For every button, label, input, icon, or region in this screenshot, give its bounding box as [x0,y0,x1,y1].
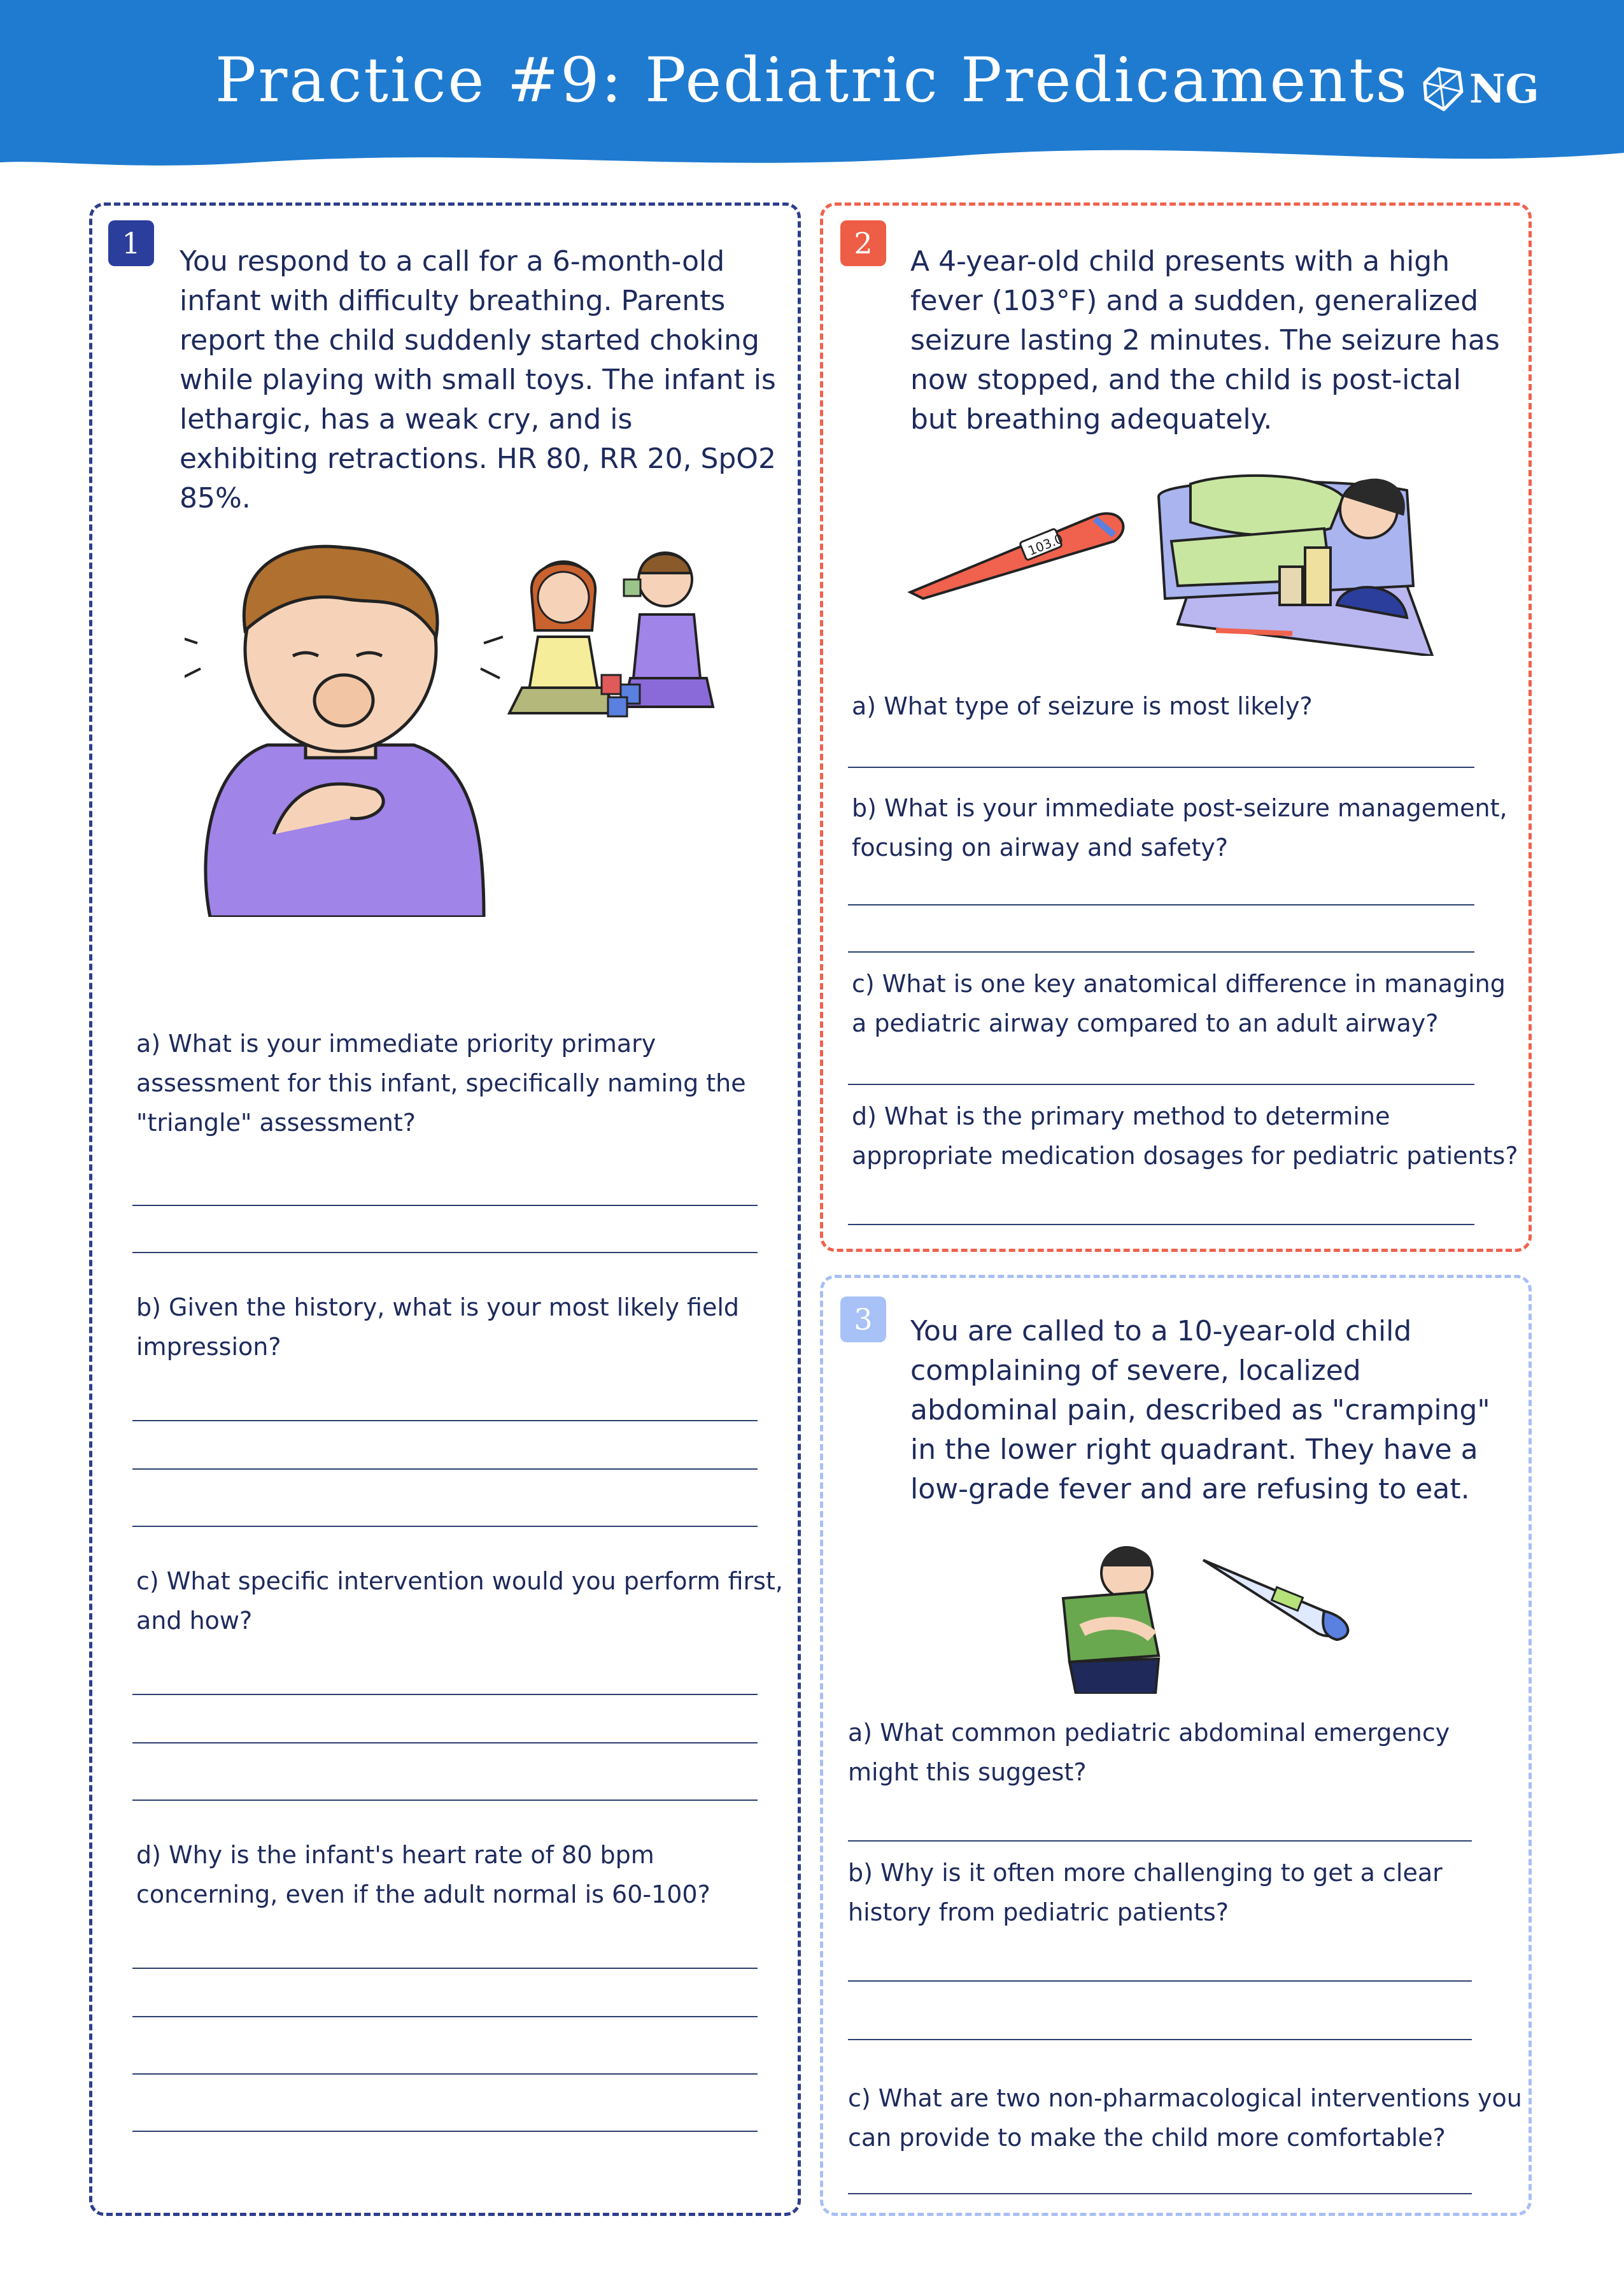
answer-line[interactable] [848,951,1474,953]
answer-line[interactable] [848,1980,1472,1982]
card-1-question-c: c) What specific intervention would you perform first, and how? [136,1567,783,1635]
answer-line[interactable] [132,1526,758,1527]
page-title: Practice #9: Pediatric Predicaments [215,45,1409,116]
digital-thermometer-illustration [1197,1554,1362,1643]
choking-child-illustration [185,535,503,917]
answer-line[interactable] [132,1420,758,1421]
card-1-scenario: You respond to a call for a 6-month-old infant with difficulty breathing. Parents report the child suddenly started choking while playing with small toys. The infant is lethargic, has a weak cry, and is exhibiting retractions. HR 80, RR 20, SpO2 85%. [180,245,776,515]
answer-line[interactable] [132,1205,758,1206]
header-banner [0,0,1624,172]
children-playing-with-toys-illustration [497,541,738,732]
card-1-question-d: d) Why is the infant's heart rate of 80 bpm concerning, even if the adult normal is 60-100? [136,1841,710,1908]
card-2-question-b: b) What is your immediate post-seizure management, focusing on airway and safety? [852,794,1507,862]
card-3-question-c: c) What are two non-pharmacological interventions you can provide to make the child more comfortable? [848,2084,1522,2152]
answer-line[interactable] [848,1840,1472,1842]
answer-line[interactable] [132,1968,758,1969]
gem-icon [1421,64,1465,115]
card-1-number-badge: 1 [108,220,154,266]
answer-line[interactable] [848,767,1474,768]
answer-line[interactable] [132,1800,758,1801]
card-1-question-b: b) Given the history, what is your most likely field impression? [136,1293,740,1361]
answer-line[interactable] [848,1224,1474,1225]
card-3-question-b: b) Why is it often more challenging to get a clear history from pediatric patients? [848,1859,1443,1926]
answer-line[interactable] [132,2131,758,2132]
card-3-number-badge: 3 [840,1296,886,1342]
card-2-number-badge: 2 [840,220,886,266]
answer-line[interactable] [132,1694,758,1695]
sick-child-in-bed-illustration [1152,471,1451,656]
answer-line[interactable] [848,904,1474,905]
card-2-scenario: A 4-year-old child presents with a high fever (103°F) and a sudden, generalized seizure lasting 2 minutes. The seizure has now stopped, and the child is post-ictal but breathing adequately. [910,245,1500,436]
answer-line[interactable] [132,2073,758,2075]
answer-line[interactable] [132,1468,758,1470]
logo-text: NG [1469,66,1539,112]
card-2-question-d: d) What is the primary method to determine appropriate medication dosages for pediatric patients? [852,1102,1518,1170]
answer-line[interactable] [132,2016,758,2017]
answer-line[interactable] [848,2193,1472,2194]
answer-line[interactable] [132,1252,758,1253]
brand-logo [1421,64,1539,115]
thermometer-reading: 103.0 [1026,530,1066,559]
child-with-stomach-pain-illustration [1044,1541,1178,1694]
card-3-question-a: a) What common pediatric abdominal emergency might this suggest? [848,1719,1450,1786]
answer-line[interactable] [848,2039,1472,2040]
card-2-question-c: c) What is one key anatomical difference in managing a pediatric airway compared to an adult airway? [852,970,1506,1037]
card-3-scenario: You are called to a 10-year-old child complaining of severe, localized abdominal pain, described as "cramping" in the lower right quadrant. They have a low-grade fever and are refusing to eat. [910,1315,1490,1505]
answer-line[interactable] [132,1742,758,1743]
card-2-question-a: a) What type of seizure is most likely? [852,692,1313,720]
thermometer-illustration [904,497,1133,605]
answer-line[interactable] [848,1084,1474,1085]
card-1-question-a: a) What is your immediate priority primary assessment for this infant, specifically naming the "triangle" assessment? [136,1030,746,1137]
